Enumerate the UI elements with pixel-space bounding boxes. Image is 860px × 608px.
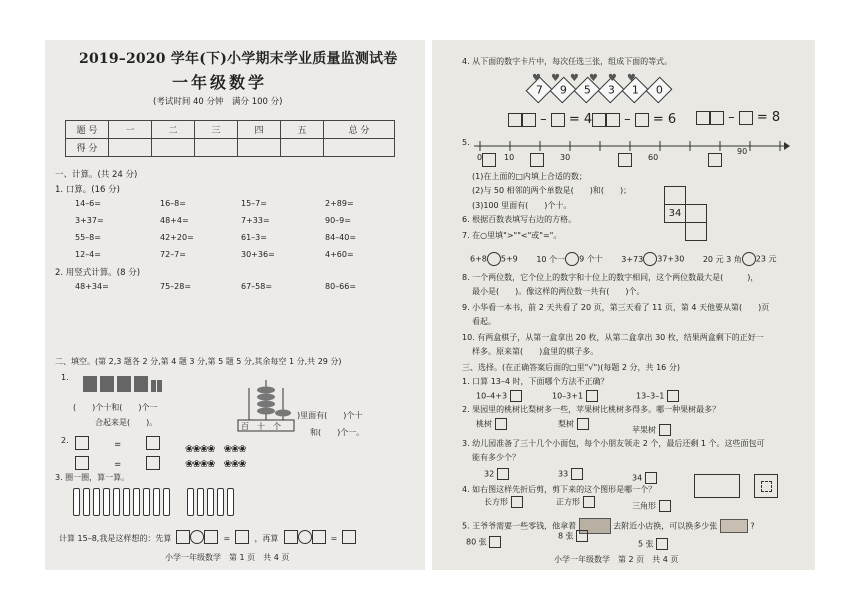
choice-5-part: ? xyxy=(750,521,755,531)
option-label: 32 xyxy=(484,469,495,479)
compare-right: 23 元 xyxy=(755,254,777,264)
answer-box[interactable] xyxy=(710,111,724,125)
table-cell[interactable] xyxy=(109,139,152,157)
option-label: 10–3+1 xyxy=(552,391,584,401)
table-cell[interactable] xyxy=(195,139,238,157)
compare-row xyxy=(470,252,776,266)
folded-paper-image xyxy=(694,474,740,498)
counting-blocks-image xyxy=(83,374,163,394)
choice-5-part: 去附近小店换，可以换多少张 xyxy=(613,521,718,531)
choice-option xyxy=(558,418,589,430)
answer-box[interactable] xyxy=(495,418,507,430)
table-row xyxy=(66,121,395,139)
fill-q2-number: 2. xyxy=(61,436,69,445)
grid-cell-34: 34 xyxy=(664,204,686,223)
method-text: ，再算 xyxy=(254,534,279,543)
choice-option xyxy=(466,536,501,548)
exam-page-2 xyxy=(432,40,815,570)
oral-item: 14–6= xyxy=(75,199,101,208)
oral-item: 90–9= xyxy=(325,216,351,225)
stick-image xyxy=(123,488,130,516)
fill-q1-text: 合起来是( )。 xyxy=(95,418,158,427)
option-label: 三角形 xyxy=(632,501,656,511)
table-cell: 得 分 xyxy=(66,139,109,157)
option-label: 5 张 xyxy=(638,539,654,549)
answer-box[interactable] xyxy=(618,153,632,167)
choice-option xyxy=(558,530,588,542)
abacus-labels: 百 十 个 xyxy=(241,422,281,431)
table-cell: 四 xyxy=(238,121,281,139)
card-digit: 0 xyxy=(655,83,663,96)
choice-option xyxy=(638,538,668,550)
choice-option xyxy=(476,418,507,430)
section-3-heading: 三、选择。(在正确答案后面的□里"√")(每题 2 分，共 16 分) xyxy=(462,363,680,372)
stick-image xyxy=(207,488,214,516)
oral-item: 48+4= xyxy=(160,216,189,225)
section-1-heading: 一、计算。(共 24 分) xyxy=(55,170,138,180)
choice-3-text: 3. 幼儿园准备了三十几个小面包，每个小朋友领走 2 个，最后还剩 1 个。这些面包可 xyxy=(462,439,765,448)
oral-item: 30+36= xyxy=(241,250,275,259)
answer-box[interactable] xyxy=(571,468,583,480)
equation-result: = 4 xyxy=(568,112,593,127)
answer-box[interactable] xyxy=(176,530,190,544)
option-label: 10–4+3 xyxy=(476,391,508,401)
answer-box[interactable] xyxy=(645,472,657,484)
choice-5-part: 5. 王爷爷需要一些零钱，他拿着 xyxy=(462,521,577,531)
vertical-item: 75–28= xyxy=(160,282,192,291)
calc-method-line xyxy=(59,526,356,545)
oral-item: 3+37= xyxy=(75,216,104,225)
answer-box[interactable] xyxy=(551,113,565,127)
oral-item: 15–7= xyxy=(241,199,267,208)
fill-q3-title: 3. 圈一圈，算一算。 xyxy=(55,473,130,482)
question-1-title: 1. 口算。(16 分) xyxy=(55,185,120,195)
equals-sign: = xyxy=(114,460,122,470)
heart-clips-image xyxy=(526,72,676,82)
equals-sign: = xyxy=(223,534,231,543)
stick-image xyxy=(187,488,194,516)
choice-option xyxy=(558,468,583,480)
question-9-text: 9. 小华看一本书，前 2 天共看了 20 页，第三天看了 11 页，第 4 天他要从第( )页 xyxy=(462,303,770,312)
option-label: 34 xyxy=(632,473,643,483)
question-10-text: 样多。原来第( )盒里的棋子多。 xyxy=(472,347,599,356)
answer-box[interactable] xyxy=(284,530,298,544)
q5-part-2: (2)与 50 相邻的两个单数是( )和( )； xyxy=(472,186,632,195)
question-7-text: 7. 在○里填">""<"或"="。 xyxy=(462,231,562,240)
question-4-text: 4. 从下面的数字卡片中，每次任选三张，组成下面的等式。 xyxy=(462,57,673,66)
answer-box[interactable] xyxy=(75,436,89,450)
grid-cell[interactable] xyxy=(685,204,707,223)
oral-item: 7+33= xyxy=(241,216,270,225)
question-5-number: 5. xyxy=(462,138,470,147)
oral-item: 42+20= xyxy=(160,233,194,242)
table-cell: 总 分 xyxy=(324,121,395,139)
stick-image xyxy=(133,488,140,516)
option-label: 13–3–1 xyxy=(636,391,665,401)
table-cell: 题 号 xyxy=(66,121,109,139)
equation-3: – = 8 xyxy=(696,110,780,125)
q5-part-1: (1)在上面的□内填上合适的数； xyxy=(472,172,587,181)
answer-box[interactable] xyxy=(522,113,536,127)
equation-row xyxy=(75,452,160,471)
answer-box[interactable] xyxy=(482,153,496,167)
choice-option xyxy=(632,424,671,436)
option-label: 苹果树 xyxy=(632,425,656,435)
option-label: 梨树 xyxy=(558,419,574,429)
subject-title: 一年级数学 xyxy=(172,73,268,92)
question-2-title: 2. 用竖式计算。(8 分) xyxy=(55,268,141,278)
answer-box[interactable] xyxy=(511,496,523,508)
score-table xyxy=(65,120,395,157)
oral-item: 12–4= xyxy=(75,250,101,259)
compare-right: 9 个十 xyxy=(579,254,603,264)
compare-circle[interactable] xyxy=(487,252,501,266)
table-cell[interactable] xyxy=(281,139,324,157)
exam-title: 2019–2020 学年(下)小学期末学业质量监测试卷 xyxy=(79,51,398,67)
fill-q1-text: )里面有( )个十 xyxy=(297,411,363,420)
compare-circle[interactable] xyxy=(565,252,579,266)
option-label: 正方形 xyxy=(556,497,580,507)
exam-info: (考试时间 40 分钟 满分 100 分) xyxy=(153,97,283,107)
oral-item: 84–40= xyxy=(325,233,357,242)
answer-box[interactable] xyxy=(659,424,671,436)
oral-item: 4+60= xyxy=(325,250,354,259)
question-8-text: 8. 一个两位数，它个位上的数字和十位上的数字相同，这个两位数最大是( )， xyxy=(462,273,759,282)
answer-box[interactable] xyxy=(583,496,595,508)
answer-box[interactable] xyxy=(739,111,753,125)
answer-box[interactable] xyxy=(708,153,722,167)
choice-option xyxy=(484,496,523,508)
vertical-item: 67–58= xyxy=(241,282,273,291)
answer-box[interactable] xyxy=(75,456,89,470)
equation-result: = 8 xyxy=(756,110,781,125)
answer-box[interactable] xyxy=(235,530,249,544)
compare-circle[interactable] xyxy=(742,252,756,266)
choice-option xyxy=(632,472,657,484)
equation-2: – = 6 xyxy=(592,112,676,127)
choice-4-text: 4. 如右图这样先折后剪，剪下来的这个图形是哪一个？ xyxy=(462,485,657,494)
answer-box[interactable] xyxy=(497,468,509,480)
method-text: 计算 15–8,我是这样想的：先算 xyxy=(59,534,172,543)
answer-box[interactable] xyxy=(204,530,218,544)
option-label: 8 张 xyxy=(558,531,574,541)
answer-box[interactable] xyxy=(656,538,668,550)
card-digit: 3 xyxy=(607,83,615,96)
operator-circle[interactable] xyxy=(298,530,312,544)
answer-box[interactable] xyxy=(592,113,606,127)
answer-box[interactable] xyxy=(576,530,588,542)
tick-label: 60 xyxy=(648,153,659,162)
answer-box[interactable] xyxy=(659,500,671,512)
table-cell: 二 xyxy=(152,121,195,139)
table-cell[interactable] xyxy=(238,139,281,157)
answer-box[interactable] xyxy=(146,456,160,470)
fill-q1-text: ( )个十和( )个一 xyxy=(73,403,158,412)
dot-groups-image: ❀❀❀❀ ❀❀❀ ❀❀❀❀ ❀❀❀ xyxy=(185,444,246,470)
answer-box[interactable] xyxy=(146,436,160,450)
compare-right: 5+9 xyxy=(500,254,518,264)
stick-image xyxy=(83,488,90,516)
choice-option xyxy=(636,390,679,402)
oral-item: 72–7= xyxy=(160,250,186,259)
tick-label: 90 xyxy=(737,147,748,156)
answer-box[interactable] xyxy=(606,113,620,127)
choice-2-text: 2. 果园里的桃树比梨树多一些，苹果树比桃树多得多。哪一种果树最多？ xyxy=(462,405,721,414)
answer-box[interactable] xyxy=(508,113,522,127)
page-footer: 小学一年级数学 第 2 页 共 4 页 xyxy=(554,555,679,564)
small-banknote-image xyxy=(720,519,748,533)
choice-option xyxy=(552,390,598,402)
option-label: 80 张 xyxy=(466,537,487,547)
compare-circle[interactable] xyxy=(643,252,657,266)
choice-option xyxy=(476,390,522,402)
vertical-item: 48+34= xyxy=(75,282,109,291)
table-row xyxy=(66,139,395,157)
table-cell: 五 xyxy=(281,121,324,139)
stick-image xyxy=(73,488,80,516)
choice-1-text: 1. 口算 13–4 时，下面哪个方法不正确？ xyxy=(462,377,609,386)
oral-item: 61–3= xyxy=(241,233,267,242)
stick-image xyxy=(153,488,160,516)
grid-cell[interactable] xyxy=(664,186,686,205)
fill-q1-number: 1. xyxy=(61,373,69,382)
choice-5-text xyxy=(462,518,755,534)
answer-box[interactable] xyxy=(489,536,501,548)
answer-box[interactable] xyxy=(510,390,522,402)
answer-box[interactable] xyxy=(586,390,598,402)
card-digit: 7 xyxy=(535,83,543,96)
stick-image xyxy=(217,488,224,516)
operator-circle[interactable] xyxy=(190,530,204,544)
choice-3-text: 能有多少个？ xyxy=(472,453,520,462)
fill-q1-text: 和( )个一。 xyxy=(310,428,365,437)
choice-option xyxy=(632,500,671,512)
answer-box[interactable] xyxy=(342,530,356,544)
question-9-text: 看起。 xyxy=(472,317,496,326)
option-label: 桃树 xyxy=(476,419,492,429)
oral-item: 16–8= xyxy=(160,199,186,208)
answer-box[interactable] xyxy=(667,390,679,402)
question-6-text: 6. 根据百数表填写右边的方格。 xyxy=(462,215,577,224)
tick-label: 30 xyxy=(560,153,571,162)
stick-image xyxy=(197,488,204,516)
question-10-text: 10. 有两盒棋子，从第一盒拿出 20 枚，从第二盒拿出 30 枚，结果两盒剩下的正好一 xyxy=(462,333,764,342)
stick-image xyxy=(93,488,100,516)
oral-item: 2+89= xyxy=(325,199,354,208)
answer-box[interactable] xyxy=(312,530,326,544)
answer-box[interactable] xyxy=(530,153,544,167)
svg-text:♥ ♥ ♥ ♥ ♥ ♥: ♥ ♥ ♥ ♥ ♥ ♥ xyxy=(532,73,636,82)
oral-item: 55–8= xyxy=(75,233,101,242)
compare-right: 37+30 xyxy=(657,254,685,264)
stick-image xyxy=(143,488,150,516)
stick-image xyxy=(227,488,234,516)
question-8-text: 最小是( )。像这样的两位数一共有( )个。 xyxy=(472,287,645,296)
answer-box[interactable] xyxy=(635,113,649,127)
equation-1: – = 4 xyxy=(508,112,592,127)
q5-part-3: (3)100 里面有( )个十。 xyxy=(472,201,572,210)
vertical-item: 80–66= xyxy=(325,282,357,291)
choice-option xyxy=(484,468,509,480)
stick-image xyxy=(103,488,110,516)
table-cell: 三 xyxy=(195,121,238,139)
answer-box[interactable] xyxy=(696,111,710,125)
table-cell[interactable] xyxy=(152,139,195,157)
equals-sign: = xyxy=(114,440,122,450)
section-2-heading: 二、填空。(第 2,3 题各 2 分,第 4 题 3 分,第 5 题 5 分,其余每空 1 分,共 29 分) xyxy=(55,357,342,366)
equals-sign: = xyxy=(330,534,338,543)
compare-left: 20 元 3 角 xyxy=(702,254,742,264)
tick-label: 0 xyxy=(477,153,483,162)
answer-box[interactable] xyxy=(577,418,589,430)
table-cell: 一 xyxy=(109,121,152,139)
equation-row xyxy=(75,432,160,451)
cut-paper-image xyxy=(754,474,778,498)
card-digit: 1 xyxy=(631,83,639,96)
equation-result: = 6 xyxy=(652,112,677,127)
page-footer: 小学一年级数学 第 1 页 共 4 页 xyxy=(165,553,290,562)
card-digit: 5 xyxy=(583,83,591,96)
option-label: 长方形 xyxy=(484,497,508,507)
compare-left: 6+8 xyxy=(470,254,487,264)
table-cell[interactable] xyxy=(324,139,395,157)
compare-left: 3+73 xyxy=(621,254,644,264)
stick-image xyxy=(163,488,170,516)
exam-page-1 xyxy=(45,40,425,570)
compare-left: 10 个一 xyxy=(536,254,566,264)
tick-label: 10 xyxy=(504,153,515,162)
stick-image xyxy=(113,488,120,516)
choice-option xyxy=(556,496,595,508)
option-label: 33 xyxy=(558,469,569,479)
card-digit: 9 xyxy=(559,83,567,96)
grid-cell[interactable] xyxy=(685,222,707,241)
